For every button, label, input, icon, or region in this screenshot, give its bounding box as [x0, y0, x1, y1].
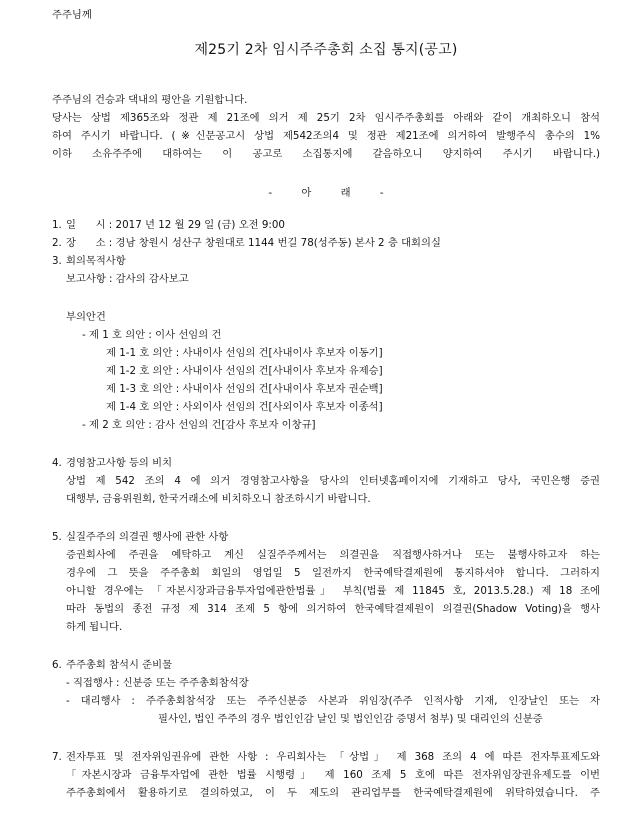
- section-number: 4.: [52, 457, 62, 469]
- agenda-item: - 제 1 호 의안 : 이사 선임의 건: [82, 329, 222, 341]
- section-line: 경우에 그 뜻을 주주총회 회일의 영업일 5 일전까지 한국예탁결제원에 통지하셔야 합니다. 그러하지: [66, 567, 600, 579]
- section-line: 「자본시장과 금융투자업에 관한 법률 시행령」 제 160 조제 5 호에 따른 전자위임장권유제도를 이번: [66, 769, 600, 781]
- attendance-direct: - 직접행사 : 신분증 또는 주주총회참석장: [66, 677, 249, 689]
- agenda-subitem: 제 1-2 호 의안 : 사내이사 선임의 건[사내이사 후보자 유제승]: [106, 365, 383, 377]
- section-datetime: [52, 216, 600, 234]
- agenda-subitem: 제 1-3 호 의안 : 사내이사 선임의 건[사내이사 후보자 권순백]: [106, 383, 383, 395]
- intro-line: 이하 소유주주에 대하여는 이 공고로 소집통지에 갈음하오니 양지하여 주시기 바랍니다.): [52, 148, 600, 160]
- section-number: 2.: [52, 237, 62, 249]
- section-voting: [52, 528, 600, 636]
- section-line: 아니할 경우에는 「자본시장과금융투자업에관한법률」 부칙(법률 제 11845 호, 2013.5.28.) 제 18 조에: [66, 585, 600, 597]
- section-attendance: [52, 656, 600, 728]
- section-title: 주주총회 참석시 준비물: [66, 659, 173, 671]
- agenda-subitem: 제 1-1 호 의안 : 사내이사 선임의 건[사내이사 후보자 이동기]: [106, 347, 383, 359]
- section-text: 일 시 : 2017 년 12 월 29 일 (금) 오전 9:00: [66, 219, 285, 231]
- section-number: 6.: [52, 659, 62, 671]
- section-text: 장 소 : 경남 창원시 성산구 창원대로 1144 번길 78(성주동) 본사 2 층 대회의실: [66, 237, 441, 249]
- section-title: 실질주주의 의결권 행사에 관한 사항: [66, 531, 229, 543]
- intro-line: 하여 주시기 바랍니다. (※신문공고시 상법 제542조의4 및 정관 제21조에 의거하여 발행주식 총수의 1%: [52, 130, 600, 142]
- attendance-proxy: - 대리행사 : 주주총회참석장 또는 주주신분증 사본과 위임장(주주 인적사항 기재, 인장날인 또는 자: [66, 695, 600, 707]
- section-line: 상법 제 542 조의 4 에 의거 경영참고사항을 당사의 인터넷홈페이지에 기재하고 당사, 국민은행 증권: [66, 475, 600, 487]
- section-line: 하게 됩니다.: [66, 621, 123, 633]
- section-line: 따라 동법의 종전 규정 제 314 조제 5 항에 의거하여 한국예탁결제원이 의결권(Shadow Voting)을 행사: [66, 603, 600, 615]
- section-line: 증권회사에 주권을 예탁하고 계신 실질주주께서는 의결권을 직접행사하거나 또는 불행사하고자 하는: [66, 549, 600, 561]
- section-venue: [52, 234, 600, 252]
- section-title: 경영참고사항 등의 비치: [66, 457, 173, 469]
- section-line: 주주총회에서 활용하기로 결의하였고, 이 두 제도의 관리업무를 한국예탁결제원에 위탁하였습니다. 주: [66, 787, 600, 799]
- section-agenda: [52, 252, 600, 434]
- section-number: 5.: [52, 531, 62, 543]
- section-evoting: [52, 748, 600, 802]
- intro-line: 당사는 상법 제365조와 정관 제 21조에 의거 제 25기 2차 임시주주총회를 아래와 같이 개최하오니 참석: [52, 112, 600, 124]
- section-title: 회의목적사항: [66, 255, 126, 267]
- section-line: 대행부, 금융위원회, 한국거래소에 비치하오니 참조하시기 바랍니다.: [66, 493, 371, 505]
- agenda-item: - 제 2 호 의안 : 감사 선임의 건[감사 후보자 이창규]: [82, 419, 316, 431]
- document-title: 제25기 2차 임시주주총회 소집 통지(공고): [194, 42, 458, 58]
- section-reference: [52, 454, 600, 508]
- section-line: 전자투표 및 전자위임권유에 관한 사항 : 우리회사는 「상법」 제 368 조의 4 에 따른 전자투표제도와: [66, 751, 600, 763]
- addressee: 주주님께: [52, 9, 92, 21]
- section-number: 1.: [52, 219, 62, 231]
- agenda-title: 부의안건: [66, 311, 106, 323]
- intro-paragraph: [52, 91, 600, 163]
- attendance-proxy-cont: 필사인, 법인 주주의 경우 법인인감 날인 및 법인인감 증명서 첨부) 및 대리인의 신분증: [158, 713, 543, 725]
- agenda-subitem: 제 1-4 호 의안 : 사외이사 선임의 건[사외이사 후보자 이종석]: [106, 401, 383, 413]
- intro-line: 주주님의 건승과 댁내의 평안을 기원합니다.: [52, 94, 248, 106]
- agi-heading: - 아 래 -: [268, 187, 384, 199]
- section-number: 3.: [52, 255, 62, 267]
- report-item: 보고사항 : 감사의 감사보고: [66, 273, 189, 285]
- section-number: 7.: [52, 751, 62, 763]
